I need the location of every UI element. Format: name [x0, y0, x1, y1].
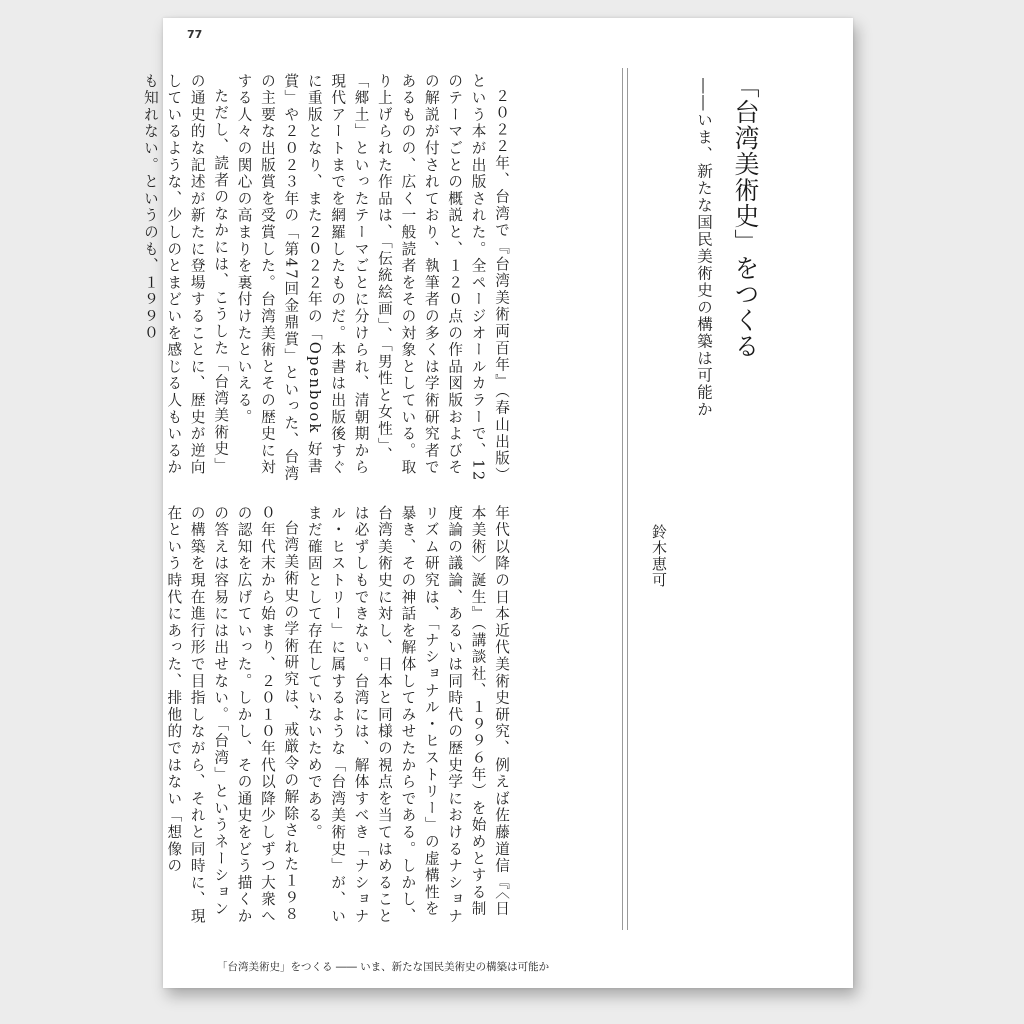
double-rule-left	[622, 68, 623, 930]
running-footer: 「台湾美術史」をつくる ―― いま、新たな国民美術史の構築は可能か	[217, 961, 550, 973]
page-number: 77	[187, 28, 203, 41]
article-subtitle: ――いま、新たな国民美術史の構築は可能か	[695, 78, 713, 418]
body-text-upper	[141, 73, 513, 483]
article-title: 「台湾美術史」をつくる	[731, 73, 760, 359]
body-text-lower	[165, 505, 513, 925]
book-page	[141, 18, 853, 988]
paragraph: 年代以降の日本近代美術史研究、例えば佐藤道信『〈日本美術〉誕生』（講談社、１９９６年）を始めとする制度論の議論、あるいは同時代の歴史学におけるナショナリズム研究は、「ナショナル・ヒストリー」の虚構性を暴き、その神話を解体してみせたからである。しかし、台湾美術史に対し、日本と同様の視点を当てはめることは必ずしもできない。台湾には、解体すべき「ナショナル・ヒストリー」に属するような「台湾美術史」が、いまだ確固として存在していないためである。	[305, 505, 510, 925]
paragraph: 台湾美術史の学術研究は、戒厳令の解除された１９８０年代末から始まり、２０１０年代以降少しずつ大衆への認知を広げていった。しかし、その通史をどう描くかの答えは容易には出せない。「台湾」というネーションの構築を現在進行形で目指しながら、それと同時に、現在という時代にあった、排他的ではない「想像の	[165, 505, 300, 925]
double-rule-right	[627, 68, 628, 930]
author-name: 鈴木恵可	[650, 524, 668, 588]
paragraph: ただし、読者のなかには、こうした「台湾美術史」の通史的な記述が新たに登場することに、歴史が逆向しているような、少しのとまどいを感じる人もいるかも知れない。というのも、１９９０	[141, 73, 230, 477]
paragraph: ２０２２年、台湾で『台湾美術両百年』（春山出版）という本が出版された。全ページオールカラーで、12のテーマごとの概説と、１２０点の作品図版およびその解説が付されており、執筆者の多くは学術研究者であるものの、広く一般読者をその対象としている。取り上げられた作品は、「伝統絵画」、「男性と女性」、「郷土」といったテーマごとに分けられ、清朝期から現代アートまでを網羅したものだ。本書は出版後すぐに重版となり、また２０２２年の「Openbook 好書賞」や２０２３年の「第47回金鼎賞」といった、台湾の主要な出版賞を受賞した。台湾美術とその歴史に対する人々の関心の高まりを裏付けたといえる。	[235, 73, 510, 483]
